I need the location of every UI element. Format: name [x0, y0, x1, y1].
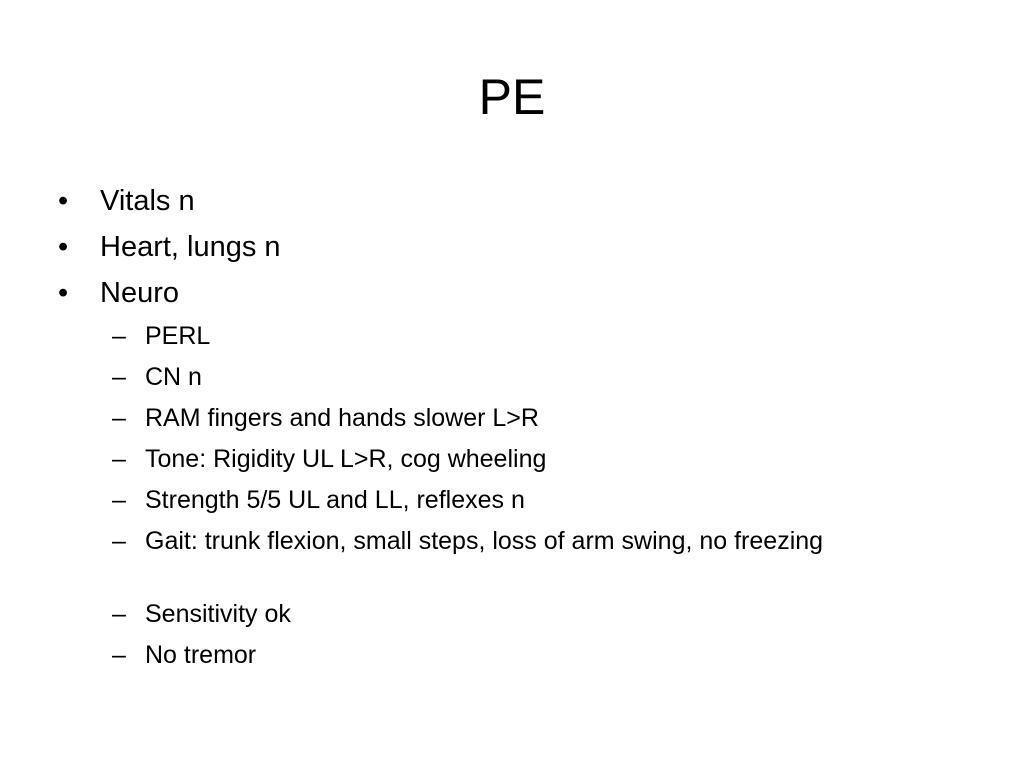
dash-marker: – — [112, 322, 126, 350]
sub-bullet-text: PERL — [145, 322, 211, 350]
dash-marker: – — [112, 363, 126, 391]
dash-marker: – — [112, 641, 126, 669]
sub-bullet-text: Tone: Rigidity UL L>R, cog wheeling — [145, 445, 547, 473]
bullet-text: Heart, lungs n — [100, 231, 281, 263]
sub-bullet-text: CN n — [145, 363, 202, 391]
bullet-marker: • — [58, 277, 69, 309]
sub-bullet-text: No tremor — [145, 641, 257, 669]
dash-marker: – — [112, 527, 126, 555]
bullet-marker: • — [58, 185, 69, 217]
slide-title: PE — [478, 69, 546, 125]
dash-marker: – — [112, 600, 126, 628]
sub-bullet-text: Sensitivity ok — [145, 600, 291, 628]
sub-bullet-text: RAM fingers and hands slower L>R — [145, 404, 539, 432]
sub-bullet-text: Gait: trunk flexion, small steps, loss of arm swing, no freezing — [145, 527, 824, 555]
dash-marker: – — [112, 486, 126, 514]
dash-marker: – — [112, 404, 126, 432]
dash-marker: – — [112, 445, 126, 473]
bullet-marker: • — [58, 231, 69, 263]
sub-bullet-text: Strength 5/5 UL and LL, reflexes n — [145, 486, 525, 514]
bullet-text: Vitals n — [100, 185, 195, 217]
bullet-text: Neuro — [100, 277, 179, 309]
